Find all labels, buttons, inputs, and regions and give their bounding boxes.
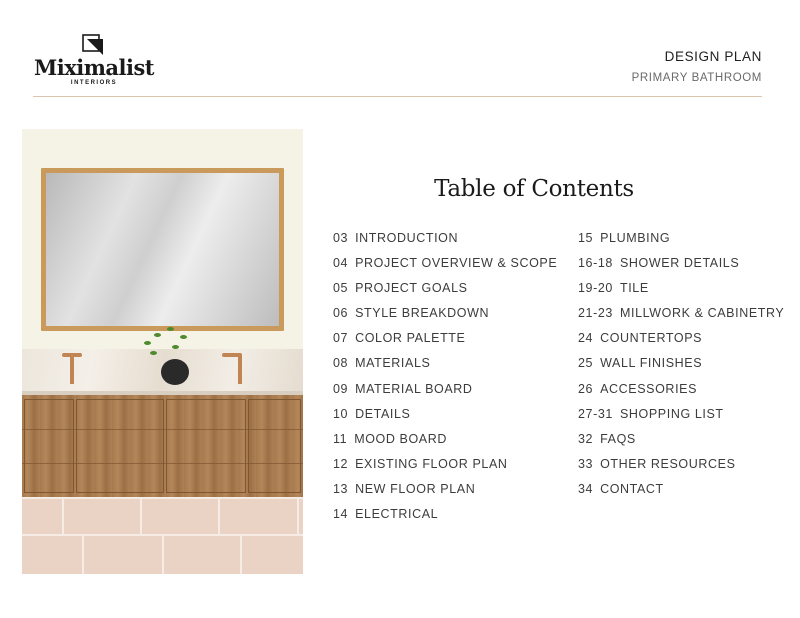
toc-item[interactable] xyxy=(578,354,784,379)
toc-label: FAQS xyxy=(600,431,636,446)
document-subtitle: PRIMARY BATHROOM xyxy=(631,72,762,84)
plant-leaf xyxy=(144,341,151,345)
toc-item[interactable] xyxy=(333,405,557,430)
toc-item[interactable] xyxy=(333,455,557,480)
document-title: DESIGN PLAN xyxy=(664,49,762,64)
toc-page-number: 09 xyxy=(333,381,349,396)
tile-grout xyxy=(140,499,142,534)
toc-item[interactable] xyxy=(333,480,557,505)
toc-item[interactable] xyxy=(578,480,784,505)
mirror xyxy=(46,173,279,326)
toc-item[interactable] xyxy=(578,229,784,254)
toc-label: NEW FLOOR PLAN xyxy=(355,481,476,496)
toc-page-number: 13 xyxy=(333,481,349,496)
tile-grout xyxy=(297,499,299,534)
black-vase xyxy=(161,359,189,385)
left-faucet-spout xyxy=(62,353,82,357)
cabinet-door xyxy=(166,399,246,493)
toc-page-number: 07 xyxy=(333,331,349,346)
toc-label: INTRODUCTION xyxy=(355,231,459,245)
toc-label: MOOD BOARD xyxy=(354,431,447,446)
left-faucet xyxy=(70,354,74,384)
toc-item[interactable] xyxy=(578,405,784,430)
toc-item[interactable] xyxy=(578,329,784,354)
toc-label: ELECTRICAL xyxy=(355,507,439,522)
toc-label: MATERIAL BOARD xyxy=(355,381,473,396)
cabinet-door xyxy=(76,399,164,493)
toc-item[interactable] xyxy=(578,304,784,329)
toc-label: PLUMBING xyxy=(600,231,671,245)
toc-item[interactable] xyxy=(333,430,557,455)
toc-label: SHOWER DETAILS xyxy=(619,256,740,271)
toc-page-number: 08 xyxy=(333,356,349,371)
toc-page-number: 03 xyxy=(333,231,349,245)
brand-name: Miximalist xyxy=(33,55,155,80)
toc-page-number: 25 xyxy=(578,356,594,371)
toc-column-left xyxy=(333,229,557,530)
toc-label: OTHER RESOURCES xyxy=(600,456,736,471)
toc-label: EXISTING FLOOR PLAN xyxy=(355,456,508,471)
toc-page-number: 16-18 xyxy=(578,256,613,271)
plant-leaf xyxy=(180,335,187,339)
toc-label: STYLE BREAKDOWN xyxy=(355,306,490,321)
toc-page-number: 21-23 xyxy=(578,306,613,321)
bathroom-vanity-image xyxy=(22,129,303,574)
square-logo-icon xyxy=(82,34,104,56)
toc-item[interactable] xyxy=(333,380,557,405)
toc-page-number: 27-31 xyxy=(578,406,613,421)
toc-page-number: 19-20 xyxy=(578,281,613,296)
tile-grout xyxy=(162,536,164,574)
toc-item[interactable] xyxy=(333,279,557,304)
toc-item[interactable] xyxy=(578,254,784,279)
toc-page-number: 06 xyxy=(333,306,349,321)
header-divider xyxy=(33,96,762,97)
toc-label: SHOPPING LIST xyxy=(619,406,724,421)
tile-grout xyxy=(62,499,64,534)
toc-page-number: 11 xyxy=(333,431,348,446)
right-faucet xyxy=(238,354,242,384)
brand-logo xyxy=(30,34,158,90)
plant-leaf xyxy=(150,351,157,355)
tile-grout xyxy=(240,536,242,574)
right-faucet-spout xyxy=(222,353,242,357)
plant-leaf xyxy=(167,327,174,331)
toc-label: PROJECT GOALS xyxy=(355,281,468,296)
toc-page-number: 04 xyxy=(333,256,349,271)
toc-item[interactable] xyxy=(333,354,557,379)
cabinet-drawer-line xyxy=(22,463,303,464)
toc-label: COLOR PALETTE xyxy=(355,331,466,346)
toc-label: DETAILS xyxy=(355,406,411,421)
cabinet-door xyxy=(24,399,74,493)
toc-item[interactable] xyxy=(333,329,557,354)
toc-title: Table of Contents xyxy=(434,176,634,202)
toc-label: MILLWORK & CABINETRY xyxy=(619,306,785,321)
toc-page-number: 24 xyxy=(578,331,594,346)
toc-item[interactable] xyxy=(333,304,557,329)
toc-page-number: 32 xyxy=(578,431,594,446)
toc-label: COUNTERTOPS xyxy=(600,331,703,346)
toc-page-number: 05 xyxy=(333,281,349,296)
toc-page-number: 33 xyxy=(578,456,594,471)
toc-label: WALL FINISHES xyxy=(600,356,703,371)
toc-label: TILE xyxy=(619,281,649,296)
toc-label: CONTACT xyxy=(600,481,664,496)
plant-leaf xyxy=(154,333,161,337)
toc-page-number: 15 xyxy=(578,231,594,245)
toc-label: PROJECT OVERVIEW & SCOPE xyxy=(355,256,558,271)
toc-column-right xyxy=(578,229,784,505)
toc-label: ACCESSORIES xyxy=(600,381,698,396)
toc-item[interactable] xyxy=(578,430,784,455)
toc-page-number: 12 xyxy=(333,456,349,471)
tile-grout xyxy=(82,536,84,574)
toc-item[interactable] xyxy=(578,455,784,480)
plant-leaf xyxy=(172,345,179,349)
toc-item[interactable] xyxy=(578,279,784,304)
toc-item[interactable] xyxy=(578,380,784,405)
cabinet-drawer-line xyxy=(22,429,303,430)
toc-item[interactable] xyxy=(333,229,557,254)
brand-subtitle: INTERIORS xyxy=(70,80,118,86)
tile-grout xyxy=(22,497,303,499)
toc-page-number: 26 xyxy=(578,381,594,396)
toc-label: MATERIALS xyxy=(355,356,431,371)
toc-item[interactable] xyxy=(333,505,557,530)
toc-page-number: 10 xyxy=(333,406,349,421)
toc-page-number: 34 xyxy=(578,481,594,496)
tile-grout xyxy=(218,499,220,534)
cabinet-door xyxy=(248,399,301,493)
toc-page-number: 14 xyxy=(333,507,349,522)
toc-item[interactable] xyxy=(333,254,557,279)
